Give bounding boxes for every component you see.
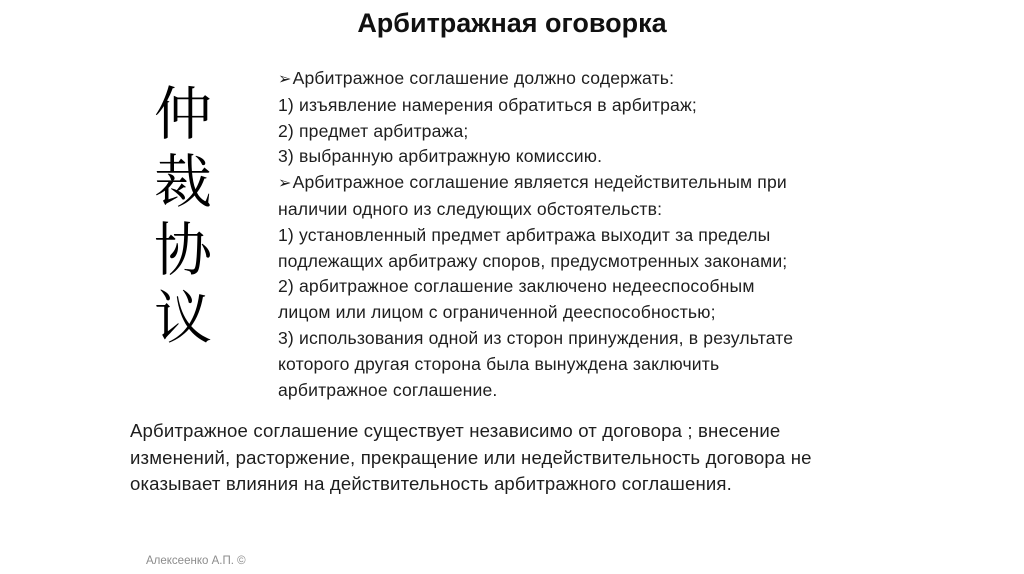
list-line <box>278 274 878 300</box>
list-line <box>278 119 878 145</box>
author-credit: Алексеенко А.П. © <box>146 555 246 567</box>
list-line <box>278 197 878 223</box>
list-line-text: 3) выбранную арбитражную комиссию. <box>278 146 603 167</box>
list-line-text: 3) использования одной из сторон принуждения, в результате <box>278 327 794 348</box>
summary-line: Арбитражное соглашение существует независимо от договора ; внесение <box>130 420 781 441</box>
hanzi-char: 仲 <box>153 80 212 148</box>
summary-paragraph <box>130 418 890 498</box>
list-line-text: которого другая сторона была вынуждена заключить <box>278 353 720 374</box>
bullet-line <box>278 66 878 93</box>
slide-title: Арбитражная оговорка <box>357 8 667 38</box>
list-line <box>278 326 878 352</box>
list-line <box>278 378 878 404</box>
list-line-text: наличии одного из следующих обстоятельств: <box>278 198 663 219</box>
list-line-text: 1) изъявление намерения обратиться в арбитраж; <box>278 94 697 115</box>
list-line <box>278 144 878 170</box>
list-line <box>278 249 878 275</box>
list-line <box>278 93 878 119</box>
list-line-text: подлежащих арбитражу споров, предусмотренных законами; <box>278 250 788 271</box>
arrow-bullet-icon: ➢ <box>278 71 292 88</box>
bullet-line <box>278 170 878 197</box>
arrow-bullet-icon: ➢ <box>278 175 292 193</box>
hanzi-char: 裁 <box>153 148 212 216</box>
list-line-text: 1) установленный предмет арбитража выходит за пределы <box>278 224 771 245</box>
hanzi-char: 协 <box>153 216 212 284</box>
chinese-characters <box>146 80 220 352</box>
list-line-text: Арбитражное соглашение должно содержать: <box>292 68 675 88</box>
list-line <box>278 352 878 378</box>
summary-line: оказывает влияния на действительность арбитражного соглашения. <box>130 473 732 494</box>
hanzi-char: 议 <box>153 284 212 352</box>
list-line <box>278 223 878 249</box>
list-line-text: Арбитражное соглашение является недействительным при <box>292 172 787 193</box>
list-line-text: 2) арбитражное соглашение заключено недееспособным <box>278 276 755 297</box>
list-line-text: лицом или лицом с ограниченной дееспособностью; <box>278 302 716 323</box>
conditions-list <box>278 66 878 403</box>
summary-line: изменений, расторжение, прекращение или недействительность договора не <box>130 446 812 468</box>
list-line <box>278 300 878 326</box>
list-line-text: 2) предмет арбитража; <box>278 120 469 141</box>
list-line-text: арбитражное соглашение. <box>278 379 498 400</box>
